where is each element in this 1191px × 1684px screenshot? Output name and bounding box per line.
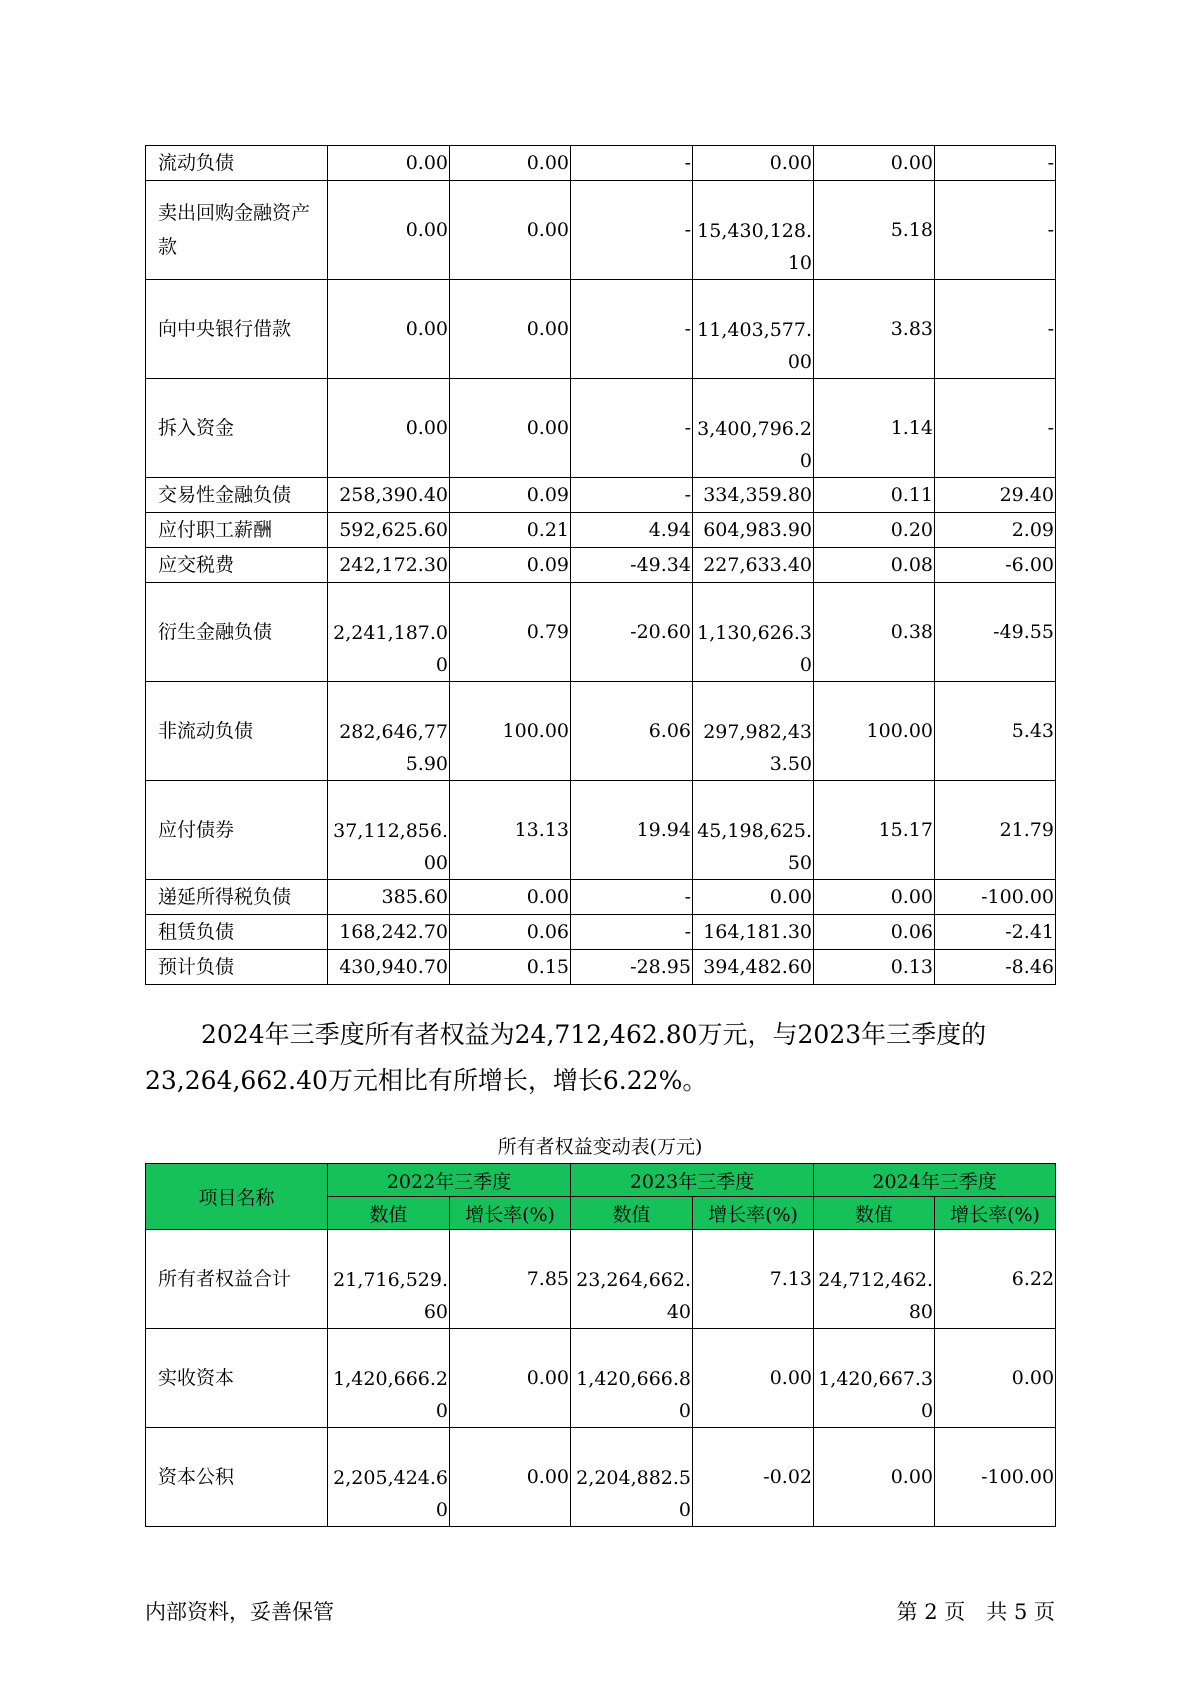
cell-value: 29.40 [935, 478, 1056, 513]
cell-value [814, 1230, 935, 1329]
cell-value: 13.13 [450, 781, 571, 880]
row-label: 衍生金融负债 [146, 583, 328, 682]
cell-value [328, 781, 450, 880]
cell-value: - [571, 478, 693, 513]
cell-value [328, 682, 450, 781]
cell-value [693, 181, 814, 280]
cell-value: 0.00 [693, 880, 814, 915]
row-label: 卖出回购金融资产款 [146, 181, 328, 280]
summary-paragraph: 2024年三季度所有者权益为24,712,462.80万元，与2023年三季度的23,264,662.40万元相比有所增长，增长6.22%。 [145, 1020, 987, 1095]
item-name-header: 项目名称 [146, 1164, 328, 1230]
row-label: 所有者权益合计 [146, 1230, 328, 1329]
cell-value: 0.20 [814, 513, 935, 548]
cell-value: 604,983.90 [693, 513, 814, 548]
cell-value: -49.34 [571, 548, 693, 583]
cell-value: - [571, 146, 693, 181]
cell-value: 0.09 [450, 478, 571, 513]
period-header-2023: 2023年三季度 [571, 1164, 814, 1197]
cell-value: 19.94 [571, 781, 693, 880]
table-row [146, 950, 1056, 985]
cell-value: 0.00 [693, 146, 814, 181]
cell-value: 430,940.70 [328, 950, 450, 985]
cell-value: -2.41 [935, 915, 1056, 950]
cell-value: 0.00 [450, 181, 571, 280]
row-label: 拆入资金 [146, 379, 328, 478]
cell-value: 0.00 [814, 146, 935, 181]
equity-table [145, 1163, 1056, 1527]
cell-value-text: 1,420,667.30 [818, 1368, 934, 1422]
cell-value: 0.00 [450, 280, 571, 379]
row-label: 流动负债 [146, 146, 328, 181]
cell-value-text: 15,430,128.10 [697, 220, 812, 274]
row-label: 交易性金融负债 [146, 478, 328, 513]
table-row [146, 682, 1056, 781]
cell-value: 15.17 [814, 781, 935, 880]
cell-value: 0.00 [450, 1428, 571, 1527]
table-row [146, 915, 1056, 950]
table-row [146, 1428, 1056, 1527]
cell-value: 242,172.30 [328, 548, 450, 583]
cell-value: 100.00 [450, 682, 571, 781]
cell-value: 0.38 [814, 583, 935, 682]
period-header-2024: 2024年三季度 [814, 1164, 1056, 1197]
cell-value: 2.09 [935, 513, 1056, 548]
value-header: 数值 [814, 1197, 935, 1230]
cell-value: 0.00 [450, 379, 571, 478]
cell-value: 7.85 [450, 1230, 571, 1329]
cell-value [571, 1428, 693, 1527]
cell-value: - [571, 280, 693, 379]
cell-value: - [935, 379, 1056, 478]
cell-value: 5.43 [935, 682, 1056, 781]
cell-value: - [935, 146, 1056, 181]
row-label: 递延所得税负债 [146, 880, 328, 915]
table-row [146, 880, 1056, 915]
cell-value: 334,359.80 [693, 478, 814, 513]
row-label: 应付债券 [146, 781, 328, 880]
cell-value-text: 2,205,424.60 [333, 1467, 448, 1521]
cell-value: -49.55 [935, 583, 1056, 682]
cell-value: -6.00 [935, 548, 1056, 583]
cell-value: 385.60 [328, 880, 450, 915]
cell-value [693, 280, 814, 379]
table-row [146, 1230, 1056, 1329]
table-row [146, 781, 1056, 880]
cell-value-text: 2,241,187.00 [333, 622, 448, 676]
cell-value [328, 1230, 450, 1329]
value-header: 数值 [571, 1197, 693, 1230]
cell-value: 7.13 [693, 1230, 814, 1329]
rate-header: 增长率(%) [935, 1197, 1056, 1230]
cell-value: 0.00 [328, 146, 450, 181]
cell-value: - [571, 915, 693, 950]
cell-value: 164,181.30 [693, 915, 814, 950]
cell-value: 0.00 [450, 880, 571, 915]
cell-value-text: 3,400,796.20 [697, 418, 812, 472]
equity-table-caption: 所有者权益变动表(万元) [497, 1136, 703, 1158]
cell-value [814, 1329, 935, 1428]
cell-value-text: 282,646,775.90 [339, 721, 448, 775]
row-label: 应交税费 [146, 548, 328, 583]
cell-value-text: 1,420,666.20 [333, 1368, 448, 1422]
cell-value [693, 583, 814, 682]
table-row [146, 280, 1056, 379]
cell-value-text: 11,403,577.00 [697, 319, 812, 373]
cell-value: 0.00 [450, 1329, 571, 1428]
table-row [146, 478, 1056, 513]
cell-value-text: 24,712,462.80 [818, 1269, 934, 1323]
cell-value: 394,482.60 [693, 950, 814, 985]
cell-value-text: 1,130,626.30 [697, 622, 812, 676]
cell-value: 227,633.40 [693, 548, 814, 583]
cell-value: 6.22 [935, 1230, 1056, 1329]
row-label: 预计负债 [146, 950, 328, 985]
table-row [146, 146, 1056, 181]
cell-value: -0.02 [693, 1428, 814, 1527]
cell-value: 0.15 [450, 950, 571, 985]
cell-value [328, 1428, 450, 1527]
cell-value [571, 1230, 693, 1329]
cell-value: - [571, 379, 693, 478]
cell-value [328, 1329, 450, 1428]
table-row [146, 181, 1056, 280]
cell-value [693, 781, 814, 880]
period-header-2022: 2022年三季度 [328, 1164, 571, 1197]
row-label: 向中央银行借款 [146, 280, 328, 379]
table-row [146, 583, 1056, 682]
cell-value: - [935, 280, 1056, 379]
cell-value: -28.95 [571, 950, 693, 985]
cell-value: 0.11 [814, 478, 935, 513]
cell-value-text: 297,982,433.50 [703, 721, 812, 775]
cell-value: -8.46 [935, 950, 1056, 985]
cell-value: - [571, 181, 693, 280]
cell-value: 0.00 [814, 880, 935, 915]
cell-value: 0.00 [814, 1428, 935, 1527]
cell-value: 592,625.60 [328, 513, 450, 548]
liabilities-table [145, 145, 1056, 985]
cell-value: 0.06 [814, 915, 935, 950]
value-header: 数值 [328, 1197, 450, 1230]
cell-value: 0.00 [450, 146, 571, 181]
cell-value-text: 1,420,666.80 [576, 1368, 692, 1422]
rate-header: 增长率(%) [693, 1197, 814, 1230]
cell-value: 0.00 [328, 181, 450, 280]
rate-header: 增长率(%) [450, 1197, 571, 1230]
cell-value: 0.00 [935, 1329, 1056, 1428]
cell-value: 0.00 [693, 1329, 814, 1428]
cell-value: 100.00 [814, 682, 935, 781]
cell-value-text: 21,716,529.60 [333, 1269, 448, 1323]
row-label: 非流动负债 [146, 682, 328, 781]
row-label: 租赁负债 [146, 915, 328, 950]
cell-value: 0.21 [450, 513, 571, 548]
table-row [146, 379, 1056, 478]
cell-value: 5.18 [814, 181, 935, 280]
cell-value: -20.60 [571, 583, 693, 682]
cell-value: 21.79 [935, 781, 1056, 880]
cell-value: 168,242.70 [328, 915, 450, 950]
table-row [146, 1329, 1056, 1428]
cell-value: 0.06 [450, 915, 571, 950]
cell-value: 4.94 [571, 513, 693, 548]
cell-value: 0.00 [328, 280, 450, 379]
cell-value: 0.79 [450, 583, 571, 682]
cell-value: 0.13 [814, 950, 935, 985]
row-label: 应付职工薪酬 [146, 513, 328, 548]
cell-value: 0.09 [450, 548, 571, 583]
cell-value [693, 682, 814, 781]
cell-value [693, 379, 814, 478]
cell-value-text: 45,198,625.50 [697, 820, 812, 874]
footer-confidential-note: 内部资料，妥善保管 [145, 1600, 334, 1624]
cell-value-text: 37,112,856.00 [333, 820, 448, 874]
cell-value: -100.00 [935, 880, 1056, 915]
cell-value: - [935, 181, 1056, 280]
footer-page-number: 第 2 页 共 5 页 [896, 1600, 1055, 1624]
cell-value [328, 583, 450, 682]
row-label: 资本公积 [146, 1428, 328, 1527]
cell-value-text: 2,204,882.50 [576, 1467, 692, 1521]
cell-value: 258,390.40 [328, 478, 450, 513]
cell-value: - [571, 880, 693, 915]
cell-value: -100.00 [935, 1428, 1056, 1527]
table-row [146, 548, 1056, 583]
row-label: 实收资本 [146, 1329, 328, 1428]
cell-value-text: 23,264,662.40 [576, 1269, 692, 1323]
table-row [146, 513, 1056, 548]
cell-value: 0.08 [814, 548, 935, 583]
cell-value: 1.14 [814, 379, 935, 478]
cell-value: 0.00 [328, 379, 450, 478]
cell-value [571, 1329, 693, 1428]
cell-value: 3.83 [814, 280, 935, 379]
cell-value: 6.06 [571, 682, 693, 781]
